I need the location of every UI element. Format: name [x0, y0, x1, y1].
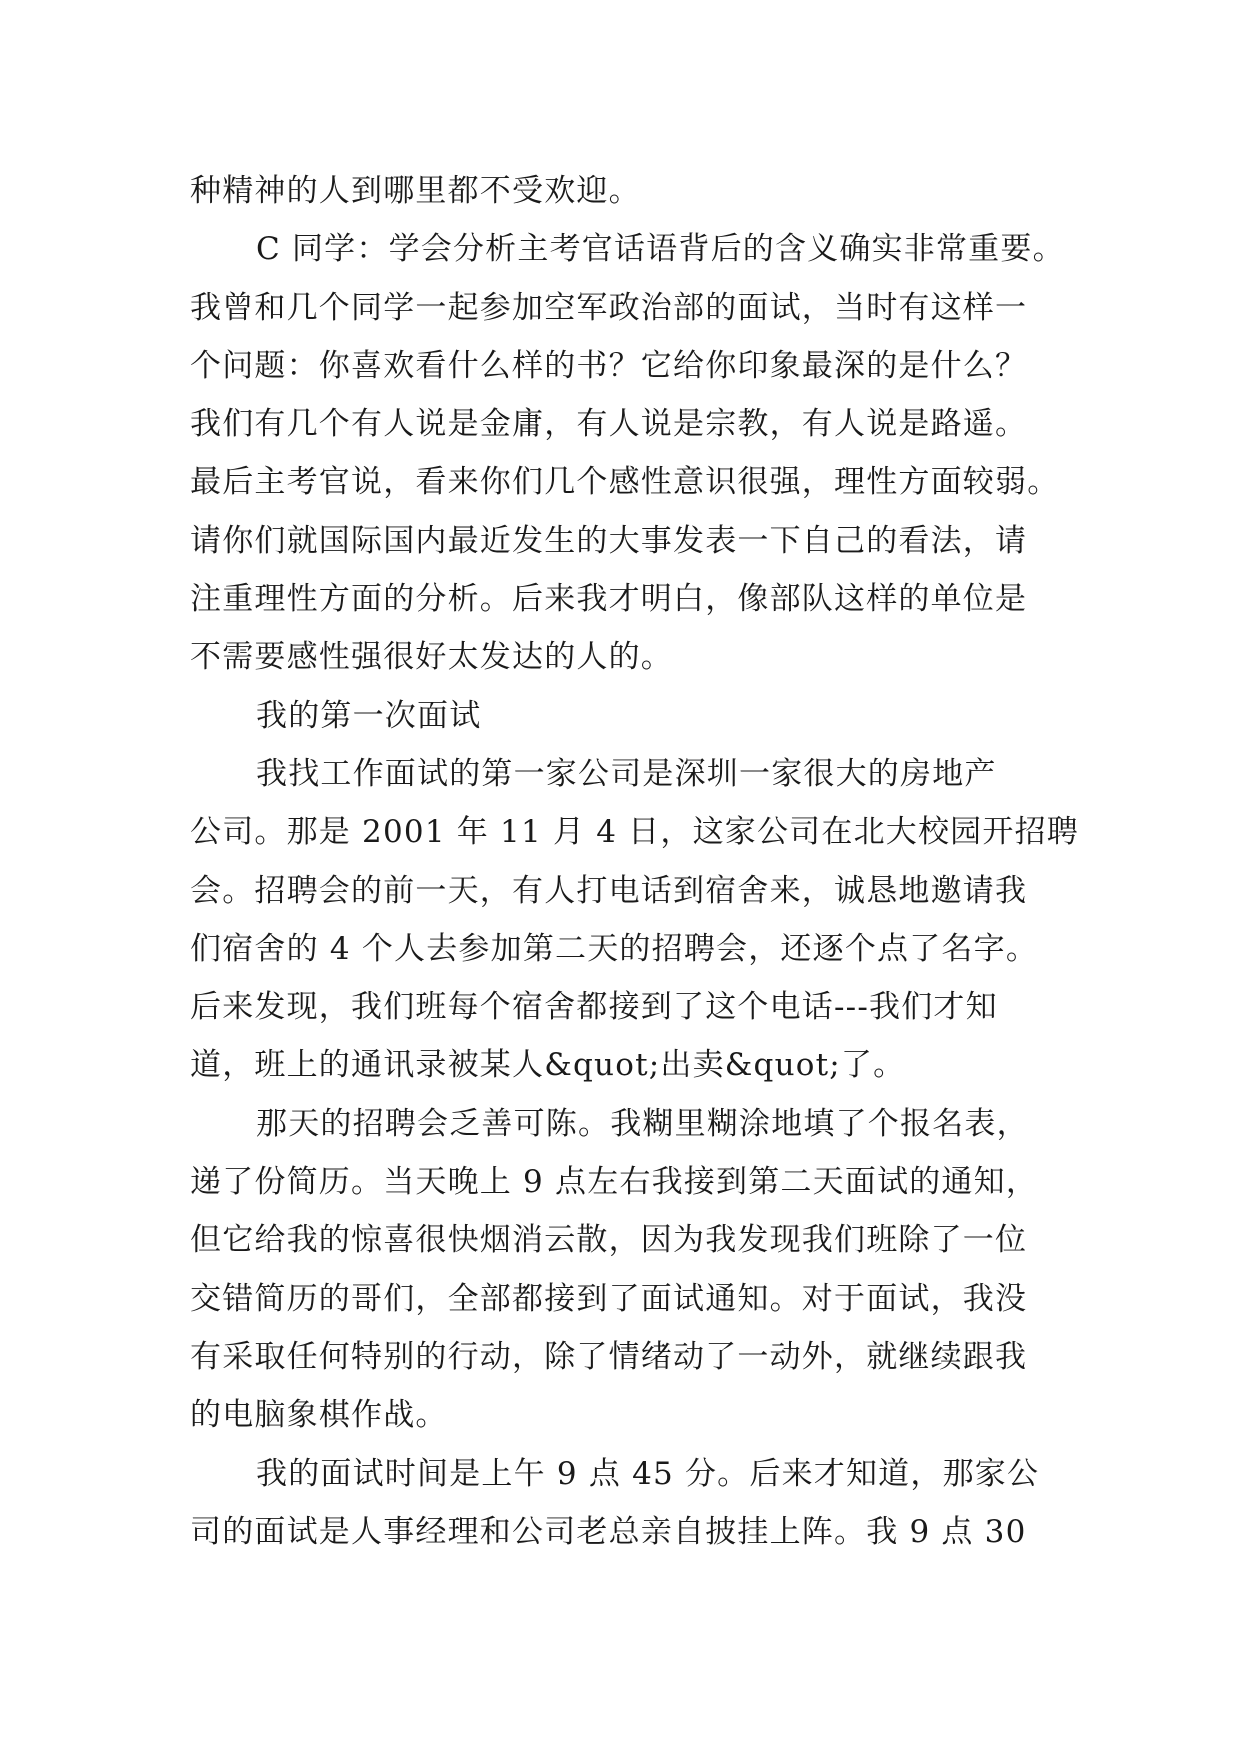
- text-line: 公司。那是 2001 年 11 月 4 日，这家公司在北大校园开招聘: [190, 814, 1079, 851]
- text-line: 注重理性方面的分析。后来我才明白，像部队这样的单位是: [190, 581, 1028, 618]
- text-line: 道，班上的通讯录被某人&quot;出卖&quot;了。: [190, 1047, 906, 1084]
- text-line: 的电脑象棋作战。: [190, 1397, 448, 1434]
- text-line: 后来发现，我们班每个宿舍都接到了这个电话---我们才知: [190, 989, 998, 1026]
- section-heading: 我的第一次面试: [256, 697, 482, 734]
- text-line: 个问题：你喜欢看什么样的书？它给你印象最深的是什么？: [190, 347, 1028, 384]
- text-line: 有采取任何特别的行动，除了情绪动了一动外，就继续跟我: [190, 1338, 1028, 1375]
- text-line: 我们有几个有人说是金庸，有人说是宗教，有人说是路遥。: [190, 406, 1028, 443]
- text-line: C 同学：学会分析主考官话语背后的含义确实非常重要。: [256, 231, 1065, 268]
- text-line: 种精神的人到哪里都不受欢迎。: [190, 173, 641, 209]
- text-line: 我的面试时间是上午 9 点 45 分。后来才知道，那家公: [256, 1455, 1040, 1492]
- text-line: 不需要感性强很好太发达的人的。: [190, 639, 673, 676]
- text-line: 那天的招聘会乏善可陈。我糊里糊涂地填了个报名表，: [256, 1105, 1029, 1142]
- text-line: 交错简历的哥们，全部都接到了面试通知。对于面试，我没: [190, 1280, 1028, 1317]
- text-line: 请你们就国际国内最近发生的大事发表一下自己的看法，请: [190, 522, 1028, 559]
- text-line: 们宿舍的 4 个人去参加第二天的招聘会，还逐个点了名字。: [190, 930, 1039, 967]
- body-text: [190, 162, 1079, 1561]
- text-line: 司的面试是人事经理和公司老总亲自披挂上阵。我 9 点 30: [190, 1513, 1027, 1550]
- text-line: 我找工作面试的第一家公司是深圳一家很大的房地产: [256, 755, 997, 792]
- text-line: 但它给我的惊喜很快烟消云散，因为我发现我们班除了一位: [190, 1222, 1028, 1259]
- text-line: 我曾和几个同学一起参加空军政治部的面试，当时有这样一: [190, 289, 1028, 326]
- text-line: 递了份简历。当天晚上 9 点左右我接到第二天面试的通知，: [190, 1164, 1039, 1201]
- text-line: 会。招聘会的前一天，有人打电话到宿舍来，诚恳地邀请我: [190, 872, 1028, 909]
- text-line: 最后主考官说，看来你们几个感性意识很强，理性方面较弱。: [190, 464, 1060, 501]
